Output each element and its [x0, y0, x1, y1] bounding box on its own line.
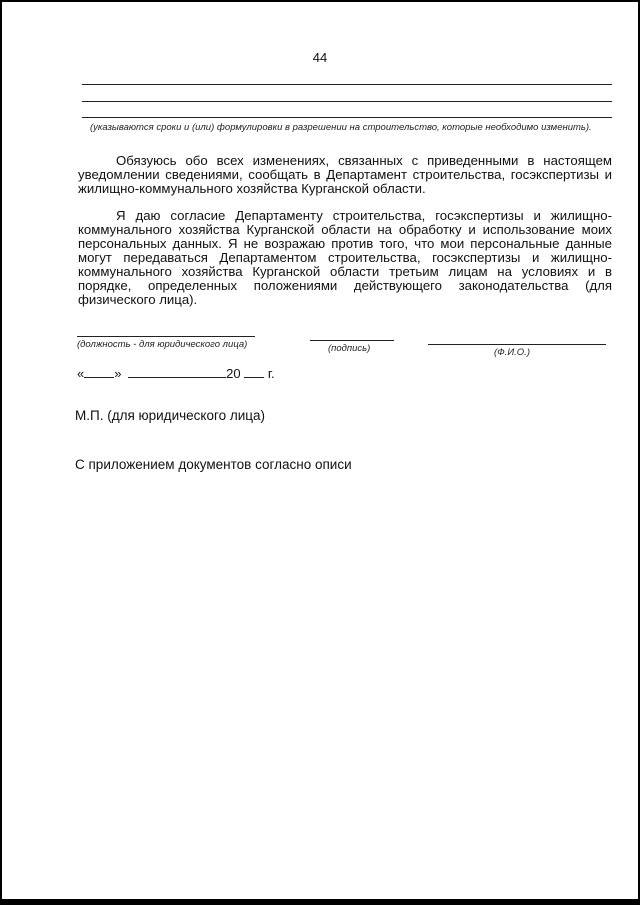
- paragraph-consent: [78, 209, 612, 307]
- fill-in-line-2: [82, 101, 612, 102]
- signature-line: [310, 340, 394, 341]
- date-century: 20: [226, 366, 241, 381]
- scan-edge-top: [0, 0, 640, 2]
- position-caption: (должность - для юридического лица): [77, 339, 248, 350]
- signature-caption: (подпись): [328, 343, 371, 354]
- scan-edge-bottom: [0, 899, 640, 905]
- year-blank: [244, 366, 264, 378]
- attachments-line: С приложением документов согласно описи: [75, 457, 352, 472]
- page-number: 44: [312, 50, 328, 65]
- fill-in-line-3: [82, 117, 612, 118]
- date-year-suffix: г.: [267, 366, 275, 381]
- paragraph-1-text: Обязуюсь обо всех изменениях, связанных с приведенными в настоящем уведомлении сведениями, сообщать в Департамент строительства, госэкспертизы и жилищно-коммунального хозяйства Курганской области.: [78, 153, 612, 196]
- date-close-quote: »: [114, 366, 122, 381]
- day-blank: [84, 366, 114, 378]
- fill-in-line-1: [82, 84, 612, 85]
- date-open-quote: «: [77, 366, 85, 381]
- paragraph-2-text: Я даю согласие Департаменту строительства, госэкспертизы и жилищно-коммунального хозяйства Курганской области на обработку и использование моих персональных данных. Я не возражаю против того, что мои персональные данные могут передаваться Департаментом строительства, госэкспертизы и жилищно-коммунального хозяйства Курганской области третьим лицам на условиях и в порядке, определенных положениями действующего законодательства (для физического лица).: [78, 208, 612, 307]
- month-blank: [128, 366, 226, 378]
- date-line: [77, 366, 275, 381]
- stamp-line: М.П. (для юридического лица): [75, 408, 266, 423]
- name-signature-line: [428, 344, 606, 345]
- scan-edge-left: [0, 0, 2, 905]
- paragraph-notification: [78, 154, 612, 196]
- top-caption: (указываются сроки и (или) формулировки в разрешении на строительство, которые необходимо изменить).: [90, 122, 592, 133]
- name-caption: (Ф.И.О.): [494, 347, 530, 358]
- position-signature-line: [77, 336, 255, 337]
